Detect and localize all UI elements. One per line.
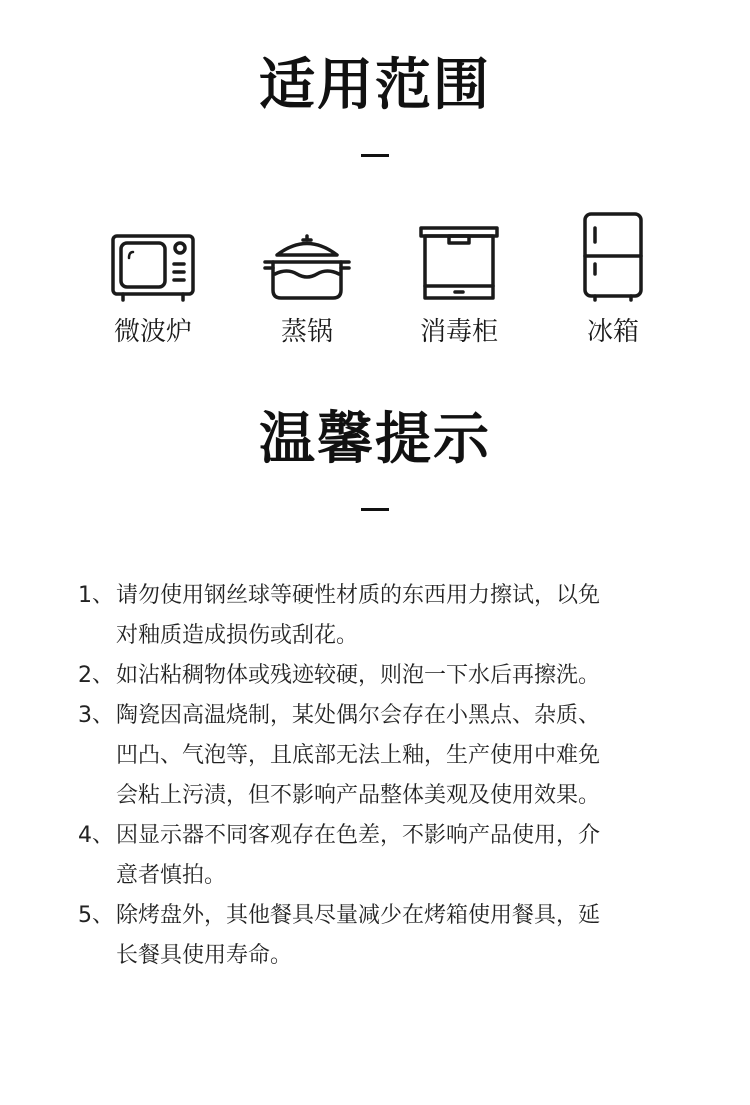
tip-line bbox=[78, 936, 678, 976]
steamer-pot-icon bbox=[237, 210, 377, 310]
tip-number: 5、 bbox=[78, 903, 114, 928]
usage-section-title: 适用范围 bbox=[259, 53, 491, 118]
tip-number: 3、 bbox=[78, 703, 114, 728]
usage-label-steamer: 蒸锅 bbox=[280, 317, 333, 347]
tip-line bbox=[78, 736, 678, 776]
tip-number: 4、 bbox=[78, 823, 114, 848]
tip-line bbox=[78, 696, 678, 736]
usage-item-refrigerator bbox=[543, 210, 683, 360]
tip-line bbox=[78, 616, 678, 656]
tip-line bbox=[78, 896, 678, 936]
usage-label-sterilizer: 消毒柜 bbox=[419, 317, 498, 347]
tip-text: 意者慎拍。 bbox=[116, 863, 227, 888]
tip-line bbox=[78, 816, 678, 856]
usage-label-microwave: 微波炉 bbox=[113, 317, 192, 347]
usage-item-sterilizer bbox=[389, 210, 529, 360]
title-divider bbox=[361, 508, 389, 511]
tip-number: 1、 bbox=[78, 583, 114, 608]
tip-line bbox=[78, 856, 678, 896]
tip-text: 请勿使用钢丝球等硬性材质的东西用力擦试，以免 bbox=[116, 583, 601, 608]
tip-text: 除烤盘外，其他餐具尽量减少在烤箱使用餐具，延 bbox=[116, 903, 601, 928]
tip-text: 长餐具使用寿命。 bbox=[116, 943, 293, 968]
tip-text: 因显示器不同客观存在色差，不影响产品使用，介 bbox=[116, 823, 601, 848]
tip-text: 会粘上污渍，但不影响产品整体美观及使用效果。 bbox=[116, 783, 601, 808]
tips-section-title: 温馨提示 bbox=[259, 407, 491, 472]
title-divider bbox=[361, 154, 389, 157]
tips-list bbox=[78, 576, 678, 976]
usage-item-microwave bbox=[83, 210, 223, 360]
refrigerator-icon bbox=[543, 210, 683, 310]
tip-text: 凹凸、气泡等，且底部无法上釉，生产使用中难免 bbox=[116, 743, 601, 768]
sterilizer-cabinet-icon bbox=[389, 210, 529, 310]
tip-line bbox=[78, 656, 678, 696]
microwave-icon bbox=[83, 210, 223, 310]
tip-text: 如沾粘稠物体或残迹较硬，则泡一下水后再擦洗。 bbox=[116, 663, 601, 688]
tip-text: 对釉质造成损伤或刮花。 bbox=[116, 623, 359, 648]
tip-number: 2、 bbox=[78, 663, 114, 688]
tip-text: 陶瓷因高温烧制，某处偶尔会存在小黑点、杂质、 bbox=[116, 703, 601, 728]
tip-line bbox=[78, 776, 678, 816]
usage-item-steamer bbox=[237, 210, 377, 360]
tip-line bbox=[78, 576, 678, 616]
usage-label-refrigerator: 冰箱 bbox=[586, 317, 639, 347]
